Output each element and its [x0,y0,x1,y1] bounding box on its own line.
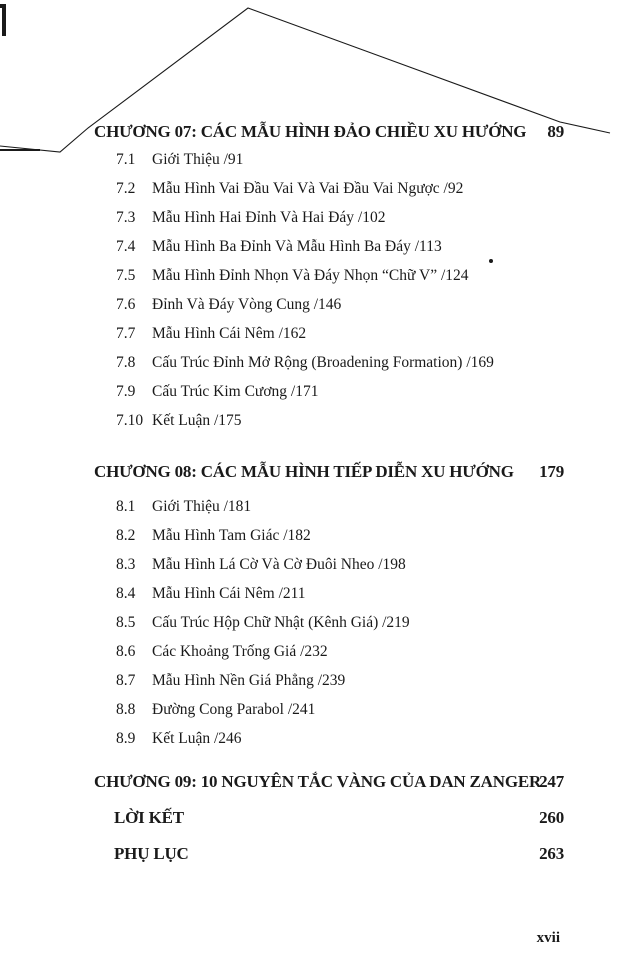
item-number: 7.9 [116,383,136,400]
section-title: LỜI KẾT [114,808,184,827]
item-text: Kết Luận /246 [152,730,242,747]
item-number: 8.4 [116,585,136,602]
toc-item[interactable] [116,209,385,227]
item-text: Mẫu Hình Cái Nêm /211 [152,585,306,602]
toc-item[interactable] [116,325,306,343]
toc-item[interactable] [116,585,306,603]
section-page-number: 260 [539,808,564,827]
toc-item[interactable] [116,267,469,285]
toc-item[interactable] [116,701,315,719]
item-text: Kết Luận /175 [152,412,242,429]
item-text: Mẫu Hình Ba Đỉnh Và Mẫu Hình Ba Đáy /113 [152,238,442,255]
item-text: Mẫu Hình Vai Đầu Vai Và Vai Đầu Vai Ngược /92 [152,180,464,197]
item-text: Giới Thiệu /91 [152,151,244,168]
item-number: 7.3 [116,209,136,226]
toc-item[interactable] [116,614,410,632]
toc-item[interactable] [116,643,328,661]
page-folio: xvii [536,930,560,946]
item-number: 8.3 [116,556,136,573]
toc-item[interactable] [116,527,311,545]
item-text: Mẫu Hình Tam Giác /182 [152,527,311,544]
item-number: 7.8 [116,354,136,371]
item-text: Đường Cong Parabol /241 [152,701,316,718]
item-text: Đỉnh Và Đáy Vòng Cung /146 [152,296,342,313]
item-text: Cấu Trúc Đỉnh Mở Rộng (Broadening Formation) /169 [152,354,494,371]
chapter-title: CHƯƠNG 07: CÁC MẪU HÌNH ĐẢO CHIỀU XU HƯỚNG [94,122,527,141]
item-text: Cấu Trúc Kim Cương /171 [152,383,319,400]
item-number: 7.7 [116,325,136,342]
chapter-page-number: 247 [539,772,564,791]
item-text: Mẫu Hình Đỉnh Nhọn Và Đáy Nhọn “Chữ V” /124 [152,267,469,284]
item-number: 8.9 [116,730,136,747]
item-number: 8.1 [116,498,136,515]
toc-item[interactable] [116,151,243,169]
toc-item[interactable] [116,383,318,401]
item-text: Giới Thiệu /181 [152,498,252,515]
section-page-number: 263 [539,844,564,863]
item-text: Mẫu Hình Lá Cờ Và Cờ Đuôi Nheo /198 [152,556,406,573]
item-number: 7.6 [116,296,136,313]
item-number: 7.2 [116,180,136,197]
item-text: Các Khoảng Trống Giá /232 [152,643,328,660]
chapter-title: CHƯƠNG 09: 10 NGUYÊN TẮC VÀNG CỦA DAN ZANGER [94,772,542,791]
item-text: Mẫu Hình Cái Nêm /162 [152,325,307,342]
chapter-title: CHƯƠNG 08: CÁC MẪU HÌNH TIẾP DIỄN XU HƯỚNG [94,462,514,481]
toc-item[interactable] [116,498,251,516]
toc-item[interactable] [116,354,494,372]
ink-dot [489,259,493,263]
item-number: 7.10 [116,412,144,429]
toc-item[interactable] [116,180,463,198]
item-text: Mẫu Hình Nền Giá Phẳng /239 [152,672,346,689]
toc-item[interactable] [116,412,242,430]
item-number: 7.4 [116,238,136,255]
toc-item[interactable] [116,296,341,314]
chapter-page-number: 179 [539,462,564,481]
chapter-page-number: 89 [547,122,564,141]
item-text: Mẫu Hình Hai Đỉnh Và Hai Đáy /102 [152,209,386,226]
item-number: 8.5 [116,614,136,631]
item-number: 8.6 [116,643,136,660]
item-number: 7.1 [116,151,136,168]
toc-item[interactable] [116,556,406,574]
item-number: 8.7 [116,672,136,689]
toc-item[interactable] [116,672,345,690]
item-number: 8.2 [116,527,136,544]
toc-item[interactable] [116,730,242,748]
item-number: 8.8 [116,701,136,718]
item-number: 7.5 [116,267,136,284]
item-text: Cấu Trúc Hộp Chữ Nhật (Kênh Giá) /219 [152,614,410,631]
section-title: PHỤ LỤC [114,844,189,863]
toc-item[interactable] [116,238,442,256]
